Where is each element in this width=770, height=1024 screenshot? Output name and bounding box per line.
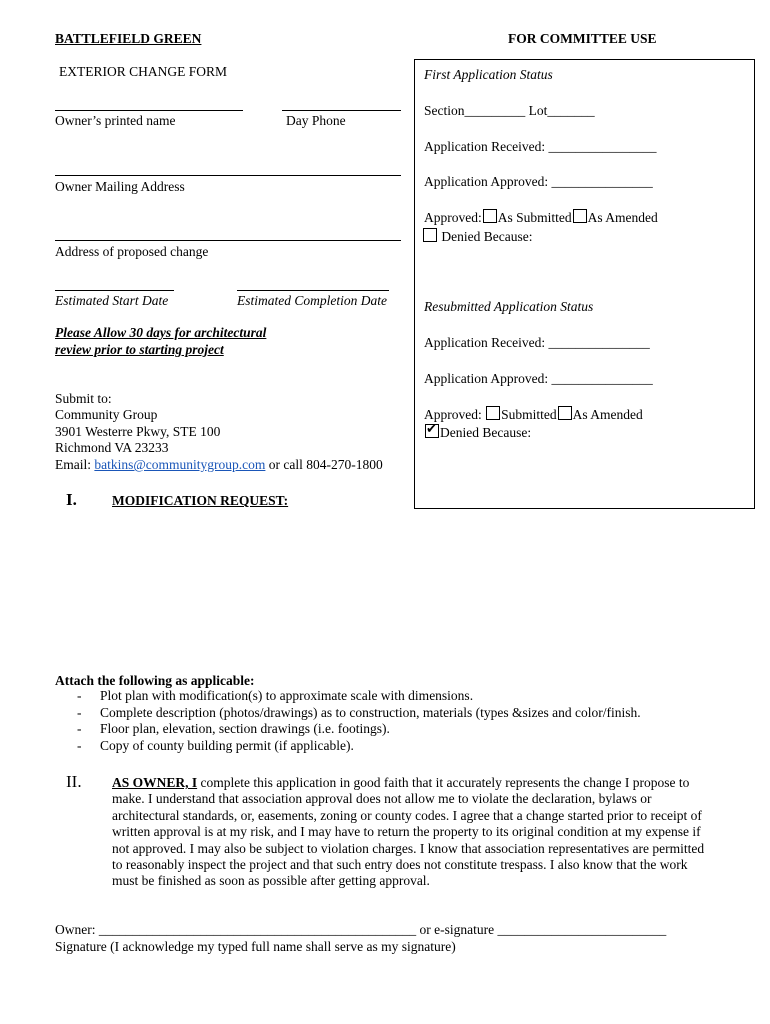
submit-street: 3901 Westerre Pkwy, STE 100: [55, 424, 221, 439]
committee-box: [414, 59, 755, 509]
mailing-address-line[interactable]: [55, 175, 401, 176]
owner-signature-blank[interactable]: _______________________________________________: [98, 922, 417, 937]
esignature-label: or e-signature: [416, 922, 498, 937]
committee-use-heading: FOR COMMITTEE USE: [508, 31, 657, 46]
completion-date-label: Estimated Completion Date: [237, 293, 387, 308]
resubmitted-status-title: Resubmitted Application Status: [424, 299, 594, 314]
approved-row-2: [424, 371, 653, 387]
owner-name-label: Owner’s printed name: [55, 113, 176, 128]
denied-label-2: Denied Because:: [440, 425, 532, 440]
approved-blank-1[interactable]: _______________: [551, 174, 653, 189]
owner-agreement-paragraph: [112, 775, 712, 890]
signature-note: Signature (I acknowledge my typed full name shall serve as my signature): [55, 939, 456, 954]
esignature-blank[interactable]: _________________________: [497, 922, 667, 937]
email-label: Email:: [55, 457, 95, 472]
submit-city: Richmond VA 23233: [55, 440, 169, 455]
start-date-label: Estimated Start Date: [55, 293, 169, 308]
submit-label: Submit to:: [55, 391, 112, 406]
form-name: EXTERIOR CHANGE FORM: [59, 64, 228, 79]
denied-row-1: [422, 228, 532, 245]
denied-checkbox-2[interactable]: [425, 424, 439, 438]
as-amended-label-2: As Amended: [572, 407, 643, 422]
start-date-line[interactable]: [55, 290, 174, 291]
section-blank[interactable]: _________: [464, 103, 526, 118]
submit-org: Community Group: [55, 407, 158, 422]
owner-signature-label: Owner:: [55, 922, 99, 937]
submitted-checkbox-2[interactable]: [486, 406, 500, 420]
received-blank-1[interactable]: ________________: [548, 139, 657, 154]
as-amended-checkbox-2[interactable]: [558, 406, 572, 420]
submit-email-line: [55, 457, 383, 473]
as-amended-checkbox-1[interactable]: [573, 209, 587, 223]
form-title: BATTLEFIELD GREEN: [55, 31, 202, 46]
as-amended-label-1: As Amended: [587, 210, 658, 225]
mailing-address-label: Owner Mailing Address: [55, 179, 185, 194]
section-label: Section: [424, 103, 465, 118]
received-blank-2[interactable]: _______________: [548, 335, 650, 350]
section-1-numeral: I.: [66, 490, 77, 509]
first-status-title: First Application Status: [424, 67, 553, 82]
submitted-label-2: Submitted: [501, 407, 557, 422]
attach-title: Attach the following as applicable:: [55, 673, 255, 688]
lot-label: Lot: [528, 103, 548, 118]
as-submitted-label-1: As Submitted: [497, 210, 572, 225]
approved-blank-2[interactable]: _______________: [551, 371, 653, 386]
denied-checkbox-1[interactable]: [423, 228, 437, 242]
proposed-address-label: Address of proposed change: [55, 244, 209, 259]
phone-text: or call 804-270-1800: [265, 457, 383, 472]
denied-label-1: Denied Because:: [441, 229, 533, 244]
signature-row: [55, 922, 666, 938]
proposed-address-line[interactable]: [55, 240, 401, 241]
modification-request-title: MODIFICATION REQUEST:: [112, 493, 289, 508]
section-2-numeral: II.: [66, 772, 82, 791]
email-link[interactable]: batkins@communitygroup.com: [94, 457, 266, 472]
day-phone-line[interactable]: [282, 110, 401, 111]
notice-line-1: Please Allow 30 days for architectural: [55, 325, 267, 340]
notice-line-2: review prior to starting project: [55, 342, 224, 357]
section-lot-row: [424, 103, 595, 119]
owner-name-line[interactable]: [55, 110, 243, 111]
received-label-1: Application Received:: [424, 139, 549, 154]
agreement-body: complete this application in good faith that it accurately represents the change I propose to make. I understand that association approval does not allow me to violate the declaration, bylaws or architectural standards, or, easements, zoning or county codes. I agree that a change started prior to receipt of written approval is at my risk, and I may have to return the property to its original condition at my expense if not approved. I may also be subject to violation charges. I know that association representatives are permitted to reasonably inspect the project and that such entry does not constitute trespass. I also know that the work must be finished as soon as possible after getting approval.: [112, 775, 705, 889]
day-phone-label: Day Phone: [286, 113, 346, 128]
as-owner-lead: AS OWNER, I: [112, 775, 198, 790]
received-label-2: Application Received:: [424, 335, 549, 350]
approval-options-2: [424, 406, 643, 423]
approved-prefix-2: Approved:: [424, 407, 486, 422]
received-row-2: [424, 335, 650, 351]
denied-row-2: [424, 424, 531, 441]
approved-label-1: Application Approved:: [424, 174, 552, 189]
approved-row-1: [424, 174, 653, 190]
lot-blank[interactable]: _______: [547, 103, 595, 118]
completion-date-line[interactable]: [237, 290, 389, 291]
approved-prefix-1: Approved:: [424, 210, 482, 225]
received-row-1: [424, 139, 656, 155]
approval-options-1: [424, 209, 658, 226]
approved-label-2: Application Approved:: [424, 371, 552, 386]
as-submitted-checkbox-1[interactable]: [483, 209, 497, 223]
